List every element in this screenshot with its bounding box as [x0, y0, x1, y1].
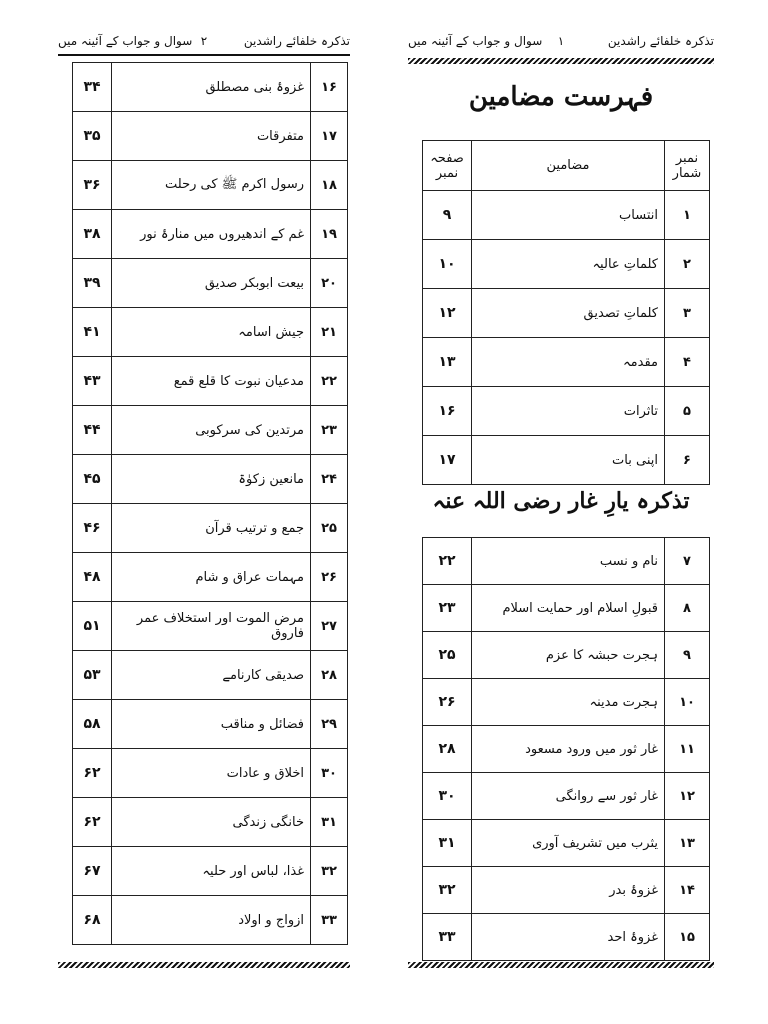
table-row	[423, 679, 710, 726]
title-cell: مہمات عراق و شام	[112, 553, 311, 602]
serial-cell: ۳۲	[311, 847, 348, 896]
page-cell: ۴۱	[73, 308, 112, 357]
serial-cell: ۱۵	[665, 914, 710, 961]
title-cell: غزوۂ بنی مصطلق	[112, 63, 311, 112]
column-header-page: صفحہ نمبر	[423, 141, 472, 191]
title-cell: غار ثور میں ورود مسعود	[472, 726, 665, 773]
title-cell: جیش اسامہ	[112, 308, 311, 357]
title-cell: ازواج و اولاد	[112, 896, 311, 945]
page-cell: ۴۳	[73, 357, 112, 406]
table-row	[73, 210, 348, 259]
page-cell: ۵۳	[73, 651, 112, 700]
page-cell: ۴۴	[73, 406, 112, 455]
table-row	[73, 357, 348, 406]
serial-cell: ۲	[665, 240, 710, 289]
table-row	[73, 161, 348, 210]
table-row	[73, 504, 348, 553]
title-cell: غزوۂ احد	[472, 914, 665, 961]
serial-cell: ۱۲	[665, 773, 710, 820]
table-body	[423, 191, 710, 485]
book-title: تذکرہ خلفائے راشدین	[243, 34, 350, 48]
contents-table-continued	[72, 62, 348, 945]
title-cell: انتساب	[472, 191, 665, 240]
table-row	[423, 538, 710, 585]
table-row	[423, 914, 710, 961]
book-subtitle: سوال و جواب کے آئینہ میں	[408, 34, 543, 48]
table-row	[73, 602, 348, 651]
table-row	[423, 436, 710, 485]
serial-cell: ۷	[665, 538, 710, 585]
serial-cell: ۲۲	[311, 357, 348, 406]
serial-cell: ۲۷	[311, 602, 348, 651]
title-cell: ہجرت حبشہ کا عزم	[472, 632, 665, 679]
serial-cell: ۲۹	[311, 700, 348, 749]
title-cell: غزوۂ بدر	[472, 867, 665, 914]
table-row	[423, 726, 710, 773]
page-cell: ۴۶	[73, 504, 112, 553]
title-cell: غار ثور سے روانگی	[472, 773, 665, 820]
page-cell: ۳۲	[423, 867, 472, 914]
page-number: ۲	[200, 34, 208, 48]
page-cell: ۴۵	[73, 455, 112, 504]
serial-cell: ۳۳	[311, 896, 348, 945]
page-cell: ۲۸	[423, 726, 472, 773]
page-cell: ۳۵	[73, 112, 112, 161]
page-cell: ۳۹	[73, 259, 112, 308]
table-row	[73, 798, 348, 847]
table-row	[73, 308, 348, 357]
serial-cell: ۱۳	[665, 820, 710, 867]
page-cell: ۳۰	[423, 773, 472, 820]
page-cell: ۶۷	[73, 847, 112, 896]
title-cell: یثرب میں تشریف آوری	[472, 820, 665, 867]
footer-ornament	[58, 962, 350, 968]
title-cell: نام و نسب	[472, 538, 665, 585]
page-number: ۱	[557, 34, 565, 48]
title-cell: اپنی بات	[472, 436, 665, 485]
table-row	[423, 867, 710, 914]
title-cell: غم کے اندھیروں میں منارۂ نور	[112, 210, 311, 259]
title-cell: جمع و ترتیب قرآن	[112, 504, 311, 553]
page-cell: ۶۸	[73, 896, 112, 945]
page-cell: ۲۳	[423, 585, 472, 632]
right-page-header	[408, 30, 714, 52]
table-row	[73, 700, 348, 749]
serial-cell: ۱۷	[311, 112, 348, 161]
serial-cell: ۲۱	[311, 308, 348, 357]
title-cell: ہجرت مدینہ	[472, 679, 665, 726]
serial-cell: ۱۸	[311, 161, 348, 210]
serial-cell: ۵	[665, 387, 710, 436]
column-header-topics: مضامین	[472, 141, 665, 191]
table-row	[423, 632, 710, 679]
table-row	[73, 749, 348, 798]
footer-ornament	[408, 962, 714, 968]
page-cell: ۵۱	[73, 602, 112, 651]
page-cell: ۳۸	[73, 210, 112, 259]
title-cell: متفرقات	[112, 112, 311, 161]
serial-cell: ۸	[665, 585, 710, 632]
serial-cell: ۱۴	[665, 867, 710, 914]
table-row	[423, 191, 710, 240]
section-title: تذکرہ یارِ غار رضی اللہ عنہ	[432, 488, 690, 514]
title-cell: مقدمہ	[472, 338, 665, 387]
header-ornament	[408, 58, 714, 64]
title-cell: تاثرات	[472, 387, 665, 436]
serial-cell: ۳۰	[311, 749, 348, 798]
table-row	[423, 773, 710, 820]
title-cell: اخلاق و عادات	[112, 749, 311, 798]
table-row	[73, 455, 348, 504]
serial-cell: ۶	[665, 436, 710, 485]
serial-cell: ۱۶	[311, 63, 348, 112]
table-row	[73, 112, 348, 161]
contents-title: فہرست مضامین	[468, 82, 654, 112]
table-row	[73, 651, 348, 700]
serial-cell: ۲۵	[311, 504, 348, 553]
table-row	[73, 553, 348, 602]
page-cell: ۳۳	[423, 914, 472, 961]
page-cell: ۲۶	[423, 679, 472, 726]
title-cell: مرض الموت اور استخلاف عمر فاروق	[112, 602, 311, 651]
page-cell: ۳۱	[423, 820, 472, 867]
left-page	[58, 0, 350, 1024]
serial-cell: ۱	[665, 191, 710, 240]
page-cell: ۱۲	[423, 289, 472, 338]
serial-cell: ۲۸	[311, 651, 348, 700]
title-cell: غذا، لباس اور حلیہ	[112, 847, 311, 896]
serial-cell: ۱۰	[665, 679, 710, 726]
header-rule	[58, 54, 350, 56]
page-cell: ۶۲	[73, 798, 112, 847]
title-cell: بیعت ابوبکر صدیق	[112, 259, 311, 308]
table-row	[73, 847, 348, 896]
table-row	[73, 259, 348, 308]
serial-cell: ۲۴	[311, 455, 348, 504]
table-row	[73, 63, 348, 112]
table-row	[423, 820, 710, 867]
table-row	[423, 289, 710, 338]
section-table	[422, 537, 710, 961]
title-cell: مرتدین کی سرکوبی	[112, 406, 311, 455]
serial-cell: ۲۳	[311, 406, 348, 455]
page-cell: ۲۵	[423, 632, 472, 679]
page-cell: ۱۰	[423, 240, 472, 289]
title-cell: قبولِ اسلام اور حمایت اسلام	[472, 585, 665, 632]
serial-cell: ۱۹	[311, 210, 348, 259]
title-cell: کلماتِ تصدیق	[472, 289, 665, 338]
serial-cell: ۳	[665, 289, 710, 338]
table-row	[73, 896, 348, 945]
table-row	[73, 406, 348, 455]
column-header-serial: نمبر شمار	[665, 141, 710, 191]
table-row	[423, 240, 710, 289]
table-row	[423, 585, 710, 632]
title-cell: صدیقی کارنامے	[112, 651, 311, 700]
title-cell: کلماتِ عالیہ	[472, 240, 665, 289]
serial-cell: ۹	[665, 632, 710, 679]
title-cell: مانعین زکوٰۃ	[112, 455, 311, 504]
page-cell: ۳۴	[73, 63, 112, 112]
title-cell: خانگی زندگی	[112, 798, 311, 847]
table-row	[423, 387, 710, 436]
page-cell: ۱۳	[423, 338, 472, 387]
right-page	[408, 0, 714, 1024]
table-header-row	[423, 141, 710, 191]
table-body	[73, 63, 348, 945]
serial-cell: ۳۱	[311, 798, 348, 847]
serial-cell: ۲۰	[311, 259, 348, 308]
title-cell: فضائل و مناقب	[112, 700, 311, 749]
book-subtitle: سوال و جواب کے آئینہ میں	[58, 34, 193, 48]
serial-cell: ۲۶	[311, 553, 348, 602]
left-page-header	[58, 30, 350, 52]
book-title: تذکرہ خلفائے راشدین	[607, 34, 714, 48]
page-cell: ۱۶	[423, 387, 472, 436]
table-body	[423, 538, 710, 961]
page-cell: ۶۲	[73, 749, 112, 798]
table-row	[423, 338, 710, 387]
page-cell: ۹	[423, 191, 472, 240]
title-cell: مدعیان نبوت کا قلع قمع	[112, 357, 311, 406]
page-cell: ۲۲	[423, 538, 472, 585]
serial-cell: ۴	[665, 338, 710, 387]
page-cell: ۱۷	[423, 436, 472, 485]
serial-cell: ۱۱	[665, 726, 710, 773]
contents-table	[422, 140, 710, 485]
page-cell: ۳۶	[73, 161, 112, 210]
page-cell: ۵۸	[73, 700, 112, 749]
page-cell: ۴۸	[73, 553, 112, 602]
title-cell: رسول اکرم ﷺ کی رحلت	[112, 161, 311, 210]
